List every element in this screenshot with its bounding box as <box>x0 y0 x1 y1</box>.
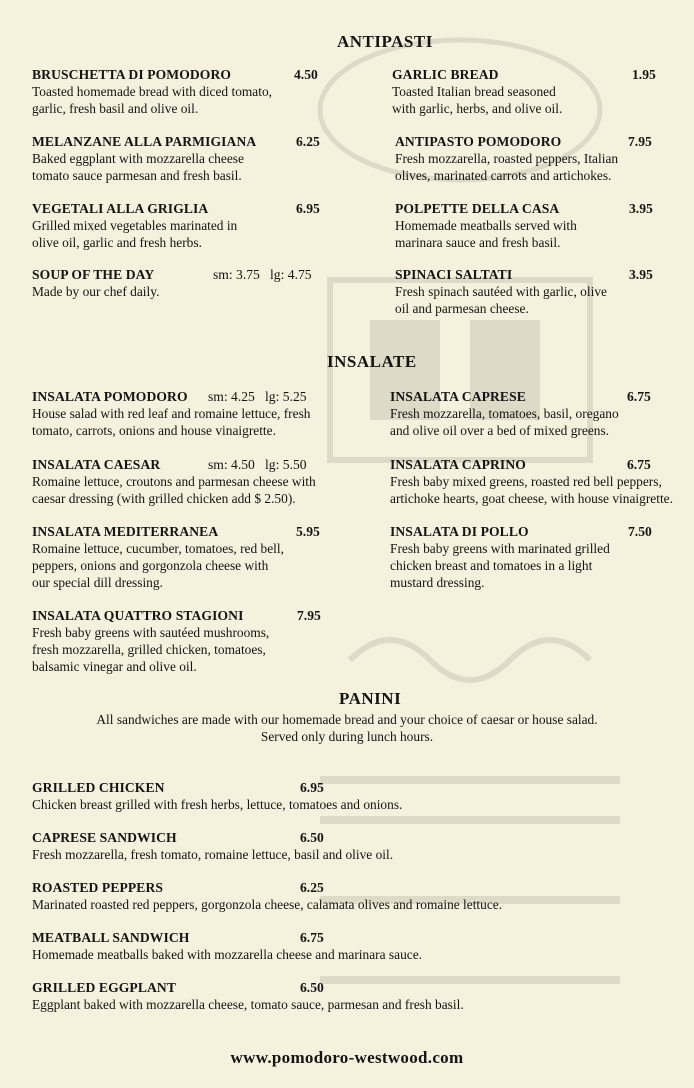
item-description: Made by our chef daily. <box>32 284 160 299</box>
menu-item <box>32 929 592 963</box>
menu-item <box>32 266 342 300</box>
item-name: ANTIPASTO POMODORO <box>395 134 562 149</box>
item-name: GRILLED CHICKEN <box>32 780 165 795</box>
item-name: SOUP OF THE DAY <box>32 267 155 282</box>
item-description: oil and parmesan cheese. <box>395 301 529 316</box>
item-description: balsamic vinegar and olive oil. <box>32 659 197 674</box>
item-description: artichoke hearts, goat cheese, with house vinaigrette. <box>390 491 673 506</box>
menu-item <box>32 979 592 1013</box>
item-name: SPINACI SALTATI <box>395 267 513 282</box>
item-description: marinara sauce and fresh basil. <box>395 235 561 250</box>
item-name: INSALATA DI POLLO <box>390 524 529 539</box>
item-description: Fresh spinach sautéed with garlic, olive <box>395 284 607 299</box>
section-title-panini: PANINI <box>339 689 402 708</box>
item-description: fresh mozzarella, grilled chicken, tomatoes, <box>32 642 266 657</box>
item-description: tomato, carrots, onions and house vinaigrette. <box>32 423 276 438</box>
menu-item <box>32 607 352 675</box>
item-name: INSALATA POMODORO <box>32 389 188 404</box>
item-name: POLPETTE DELLA CASA <box>395 201 560 216</box>
item-description: Grilled mixed vegetables marinated in <box>32 218 238 233</box>
item-description: Fresh mozzarella, fresh tomato, romaine lettuce, basil and olive oil. <box>32 847 394 862</box>
menu-item <box>32 66 332 117</box>
item-price: 6.50 <box>300 830 324 845</box>
item-description: chicken breast and tomatoes in a light <box>390 558 593 573</box>
item-description: Fresh mozzarella, roasted peppers, Italian <box>395 151 619 166</box>
item-description: Romaine lettuce, cucumber, tomatoes, red bell, <box>32 541 284 556</box>
item-price: 1.95 <box>632 67 656 82</box>
item-price: 6.95 <box>296 201 320 216</box>
item-name: INSALATA QUATTRO STAGIONI <box>32 608 244 623</box>
menu-item <box>32 829 592 863</box>
item-description: caesar dressing (with grilled chicken add $ 2.50). <box>32 491 296 506</box>
item-description: Fresh baby mixed greens, roasted red bell peppers, <box>390 474 662 489</box>
item-description: garlic, fresh basil and olive oil. <box>32 101 199 116</box>
item-price: 7.95 <box>297 608 321 623</box>
item-name: GRILLED EGGPLANT <box>32 980 176 995</box>
item-price: 4.50 <box>294 67 318 82</box>
item-description: with garlic, herbs, and olive oil. <box>392 101 563 116</box>
menu-item <box>32 523 352 591</box>
item-description: Toasted homemade bread with diced tomato, <box>32 84 273 99</box>
panini-note: Served only during lunch hours. <box>260 729 434 744</box>
item-price: 3.95 <box>629 201 653 216</box>
item-description: Homemade meatballs baked with mozzarella cheese and marinara sauce. <box>32 947 423 962</box>
item-name: GARLIC BREAD <box>392 67 499 82</box>
item-description: House salad with red leaf and romaine lettuce, fresh <box>32 406 311 421</box>
menu-item <box>32 388 352 439</box>
panini-note: All sandwiches are made with our homemade bread and your choice of caesar or house salad. <box>96 712 598 727</box>
website-url: www.pomodoro-westwood.com <box>230 1048 464 1067</box>
item-description: olive oil, garlic and fresh herbs. <box>32 235 202 250</box>
item-description: Toasted Italian bread seasoned <box>392 84 556 99</box>
item-price: 5.95 <box>296 524 320 539</box>
item-price: 6.25 <box>300 880 324 895</box>
item-description: mustard dressing. <box>390 575 485 590</box>
item-price: 6.75 <box>627 389 651 404</box>
item-name: BRUSCHETTA DI POMODORO <box>32 67 232 82</box>
item-description: Romaine lettuce, croutons and parmesan cheese with <box>32 474 316 489</box>
menu-item <box>392 66 672 117</box>
menu-item <box>395 200 675 251</box>
item-description: tomato sauce parmesan and fresh basil. <box>32 168 242 183</box>
item-price: sm: 3.75 lg: 4.75 <box>213 267 312 282</box>
item-name: MEATBALL SANDWICH <box>32 930 190 945</box>
item-description: Chicken breast grilled with fresh herbs, lettuce, tomatoes and onions. <box>32 797 403 812</box>
item-name: INSALATA CAESAR <box>32 457 161 472</box>
section-title-antipasti: ANTIPASTI <box>337 32 433 51</box>
menu-item <box>390 388 680 439</box>
item-price: 3.95 <box>629 267 653 282</box>
item-price: 7.50 <box>628 524 652 539</box>
item-description: peppers, onions and gorgonzola cheese with <box>32 558 269 573</box>
item-name: CAPRESE SANDWICH <box>32 830 177 845</box>
menu-item <box>390 456 694 507</box>
item-description: olives, marinated carrots and artichokes. <box>395 168 612 183</box>
item-name: MELANZANE ALLA PARMIGIANA <box>32 134 257 149</box>
item-description: Fresh baby greens with marinated grilled <box>390 541 610 556</box>
item-description: Fresh mozzarella, tomatoes, basil, oregano <box>390 406 619 421</box>
item-price: 6.95 <box>300 780 324 795</box>
menu-item <box>32 133 332 184</box>
item-price: 7.95 <box>628 134 652 149</box>
item-description: Eggplant baked with mozzarella cheese, tomato sauce, parmesan and fresh basil. <box>32 997 464 1012</box>
item-price: sm: 4.25 lg: 5.25 <box>208 389 307 404</box>
item-name: INSALATA MEDITERRANEA <box>32 524 219 539</box>
item-description: Baked eggplant with mozzarella cheese <box>32 151 244 166</box>
item-price: 6.75 <box>300 930 324 945</box>
menu-item <box>32 879 592 913</box>
item-name: INSALATA CAPRINO <box>390 457 526 472</box>
item-price: 6.75 <box>627 457 651 472</box>
menu-item <box>32 779 592 813</box>
item-name: VEGETALI ALLA GRIGLIA <box>32 201 209 216</box>
item-description: Homemade meatballs served with <box>395 218 577 233</box>
item-price: 6.50 <box>300 980 324 995</box>
item-description: and olive oil over a bed of mixed greens. <box>390 423 610 438</box>
item-description: our special dill dressing. <box>32 575 163 590</box>
item-price: 6.25 <box>296 134 320 149</box>
item-description: Fresh baby greens with sautéed mushrooms, <box>32 625 270 640</box>
menu-item <box>32 200 332 251</box>
item-name: INSALATA CAPRESE <box>390 389 526 404</box>
item-price: sm: 4.50 lg: 5.50 <box>208 457 307 472</box>
menu-item <box>390 523 680 591</box>
menu-item <box>395 266 675 317</box>
item-name: ROASTED PEPPERS <box>32 880 164 895</box>
menu-item <box>32 456 352 507</box>
item-description: Marinated roasted red peppers, gorgonzola cheese, calamata olives and romaine lettuce. <box>32 897 503 912</box>
section-title-insalate: INSALATE <box>327 352 417 371</box>
menu-item <box>395 133 675 184</box>
